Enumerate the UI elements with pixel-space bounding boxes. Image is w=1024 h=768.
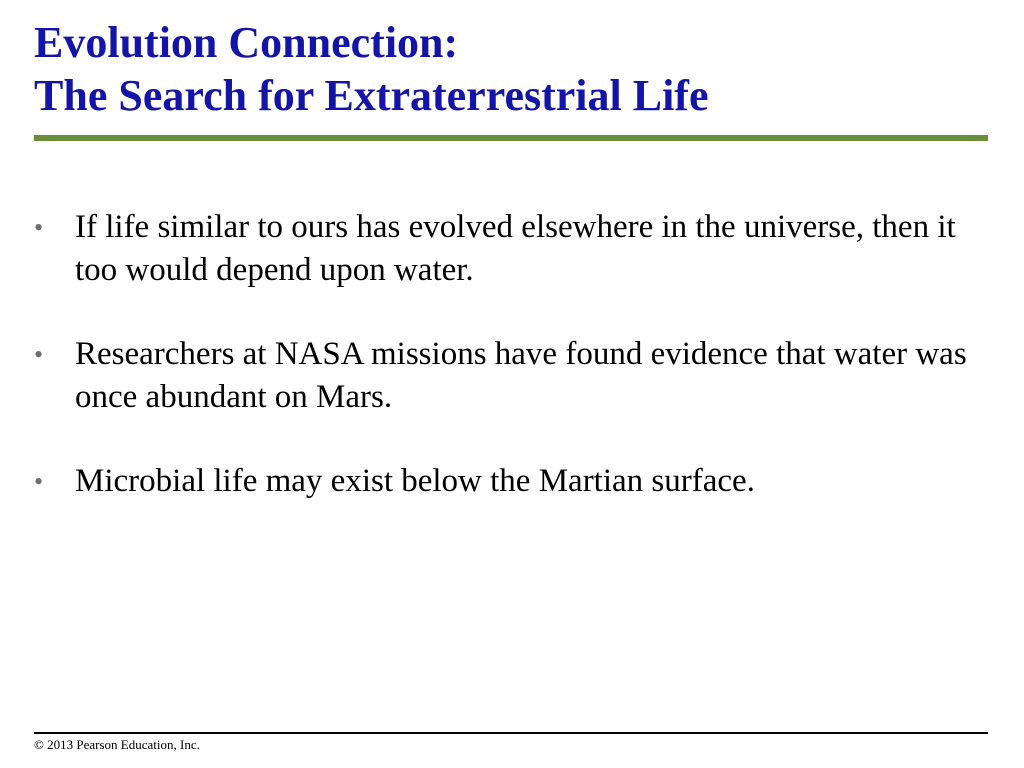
title-divider: [34, 135, 988, 141]
footer-divider: [34, 732, 988, 734]
bullet-dot-icon: •: [34, 340, 44, 369]
bullet-text: If life similar to ours has evolved elsewhere in the universe, then it too would depend upon water.: [75, 209, 956, 288]
slide-title: [34, 16, 708, 122]
bullet-item: [34, 460, 974, 503]
copyright-notice: © 2013 Pearson Education, Inc.: [34, 737, 200, 752]
bullet-item: [34, 206, 974, 292]
title-line-2: The Search for Extraterrestrial Life: [34, 71, 709, 120]
title-line-1: Evolution Connection:: [34, 18, 459, 67]
bullet-text: Researchers at NASA missions have found evidence that water was once abundant on Mars.: [75, 336, 967, 415]
bullet-item: [34, 333, 974, 419]
bullet-list: [34, 206, 974, 544]
bullet-dot-icon: •: [34, 467, 44, 496]
bullet-text: Microbial life may exist below the Martian surface.: [75, 463, 755, 499]
bullet-dot-icon: •: [34, 213, 44, 242]
